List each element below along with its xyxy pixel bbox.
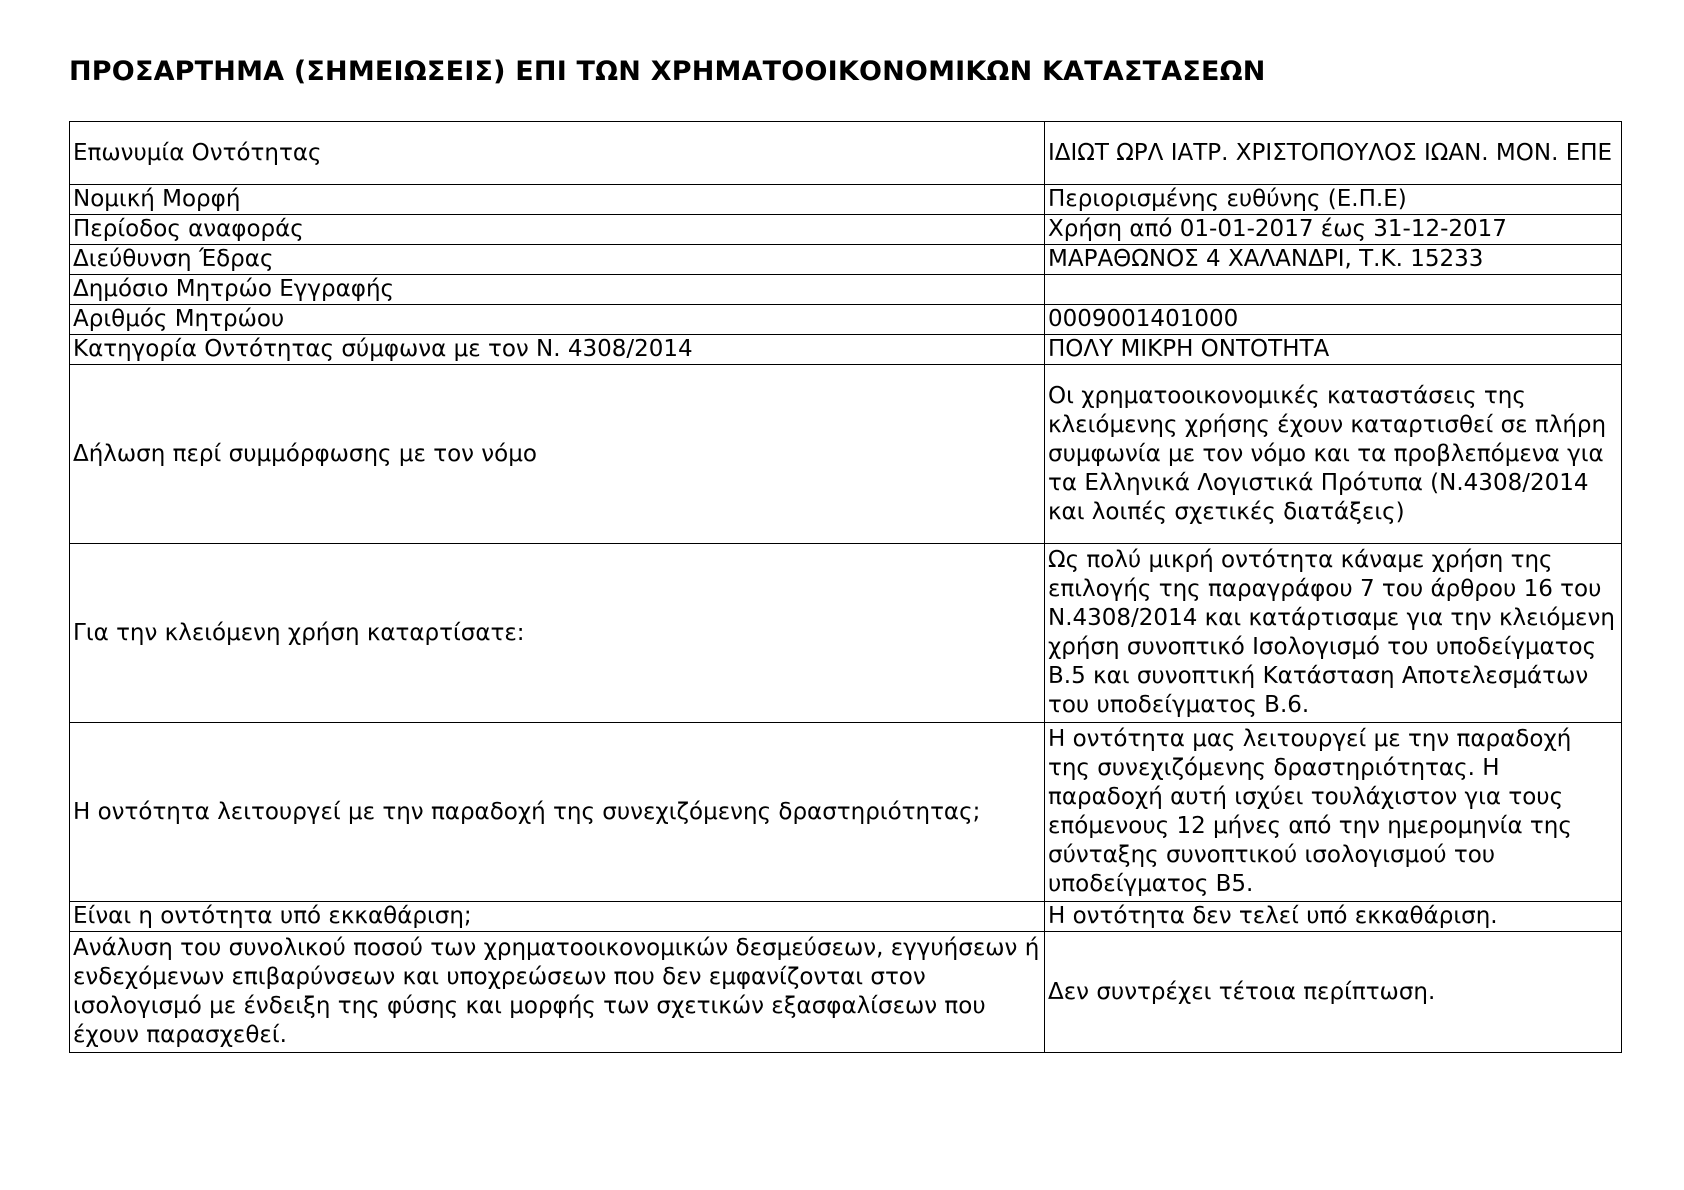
document-title: ΠΡΟΣΑΡΤΗΜΑ (ΣΗΜΕΙΩΣΕΙΣ) ΕΠΙ ΤΩΝ ΧΡΗΜΑΤΟΟΙΚΟΝΟΜΙΚΩΝ ΚΑΤΑΣΤΑΣΕΩΝ: [69, 56, 1266, 87]
row-label: Επωνυμία Οντότητας: [70, 122, 1045, 185]
table-row: [70, 723, 1622, 902]
row-label: Αριθμός Μητρώου: [70, 305, 1045, 335]
table-row: [70, 305, 1622, 335]
row-label: Ανάλυση του συνολικού ποσού των χρηματοοικονομικών δεσμεύσεων, εγγυήσεων ή ενδεχόμενων επιβαρύνσεων και υποχρεώσεων που δεν εμφανίζονται στον ισολογισμό με ένδειξη της φύσης και μορφής των σχετικών εξασφαλίσεων που έχουν παρασχεθεί.: [70, 932, 1045, 1053]
row-value: Η οντότητα μας λειτουργεί με την παραδοχή της συνεχιζόμενης δραστηριότητας. Η παραδοχή αυτή ισχύει τουλάχιστον για τους επόμενους 12 μήνες από την ημερομηνία της σύνταξης συνοπτικού ισολογισμού του υποδείγματος Β5.: [1045, 723, 1622, 902]
row-value: ΙΔΙΩΤ ΩΡΛ ΙΑΤΡ. ΧΡΙΣΤΟΠΟΥΛΟΣ ΙΩΑΝ. ΜΟΝ. ΕΠΕ: [1045, 122, 1622, 185]
row-label: Κατηγορία Οντότητας σύμφωνα με τον Ν. 4308/2014: [70, 335, 1045, 365]
table-row: [70, 902, 1622, 932]
row-label: Η οντότητα λειτουργεί με την παραδοχή της συνεχιζόμενης δραστηριότητας;: [70, 723, 1045, 902]
row-value: Χρήση από 01-01-2017 έως 31-12-2017: [1045, 215, 1622, 245]
row-value: ΠΟΛΥ ΜΙΚΡΗ ΟΝΤΟΤΗΤΑ: [1045, 335, 1622, 365]
row-label: Περίοδος αναφοράς: [70, 215, 1045, 245]
row-label: Για την κλειόμενη χρήση καταρτίσατε:: [70, 544, 1045, 723]
row-label: Είναι η οντότητα υπό εκκαθάριση;: [70, 902, 1045, 932]
table-row: [70, 122, 1622, 185]
table-row: [70, 185, 1622, 215]
row-label: Δημόσιο Μητρώο Εγγραφής: [70, 275, 1045, 305]
table-row: [70, 365, 1622, 544]
row-value: 0009001401000: [1045, 305, 1622, 335]
table-row: [70, 335, 1622, 365]
table-row: [70, 215, 1622, 245]
entity-info-table: [69, 121, 1622, 1053]
table-row: [70, 275, 1622, 305]
table-row: [70, 932, 1622, 1053]
row-value: [1045, 275, 1622, 305]
table-row: [70, 544, 1622, 723]
row-value: Δεν συντρέχει τέτοια περίπτωση.: [1045, 932, 1622, 1053]
row-label: Νομική Μορφή: [70, 185, 1045, 215]
row-label: Δήλωση περί συμμόρφωσης με τον νόμο: [70, 365, 1045, 544]
row-value: Οι χρηματοοικονομικές καταστάσεις της κλειόμενης χρήσης έχουν καταρτισθεί σε πλήρη συμφωνία με τον νόμο και τα προβλεπόμενα για τα Ελληνικά Λογιστικά Πρότυπα (Ν.4308/2014 και λοιπές σχετικές διατάξεις): [1045, 365, 1622, 544]
row-value: Η οντότητα δεν τελεί υπό εκκαθάριση.: [1045, 902, 1622, 932]
row-label: Διεύθυνση Έδρας: [70, 245, 1045, 275]
row-value: Περιορισμένης ευθύνης (Ε.Π.Ε): [1045, 185, 1622, 215]
table-row: [70, 245, 1622, 275]
row-value: ΜΑΡΑΘΩΝΟΣ 4 ΧΑΛΑΝΔΡΙ, Τ.Κ. 15233: [1045, 245, 1622, 275]
row-value: Ως πολύ μικρή οντότητα κάναμε χρήση της επιλογής της παραγράφου 7 του άρθρου 16 του Ν.4308/2014 και κατάρτισαμε για την κλειόμενη χρήση συνοπτικό Ισολογισμό του υποδείγματος Β.5 και συνοπτική Κατάσταση Αποτελεσμάτων του υποδείγματος Β.6.: [1045, 544, 1622, 723]
